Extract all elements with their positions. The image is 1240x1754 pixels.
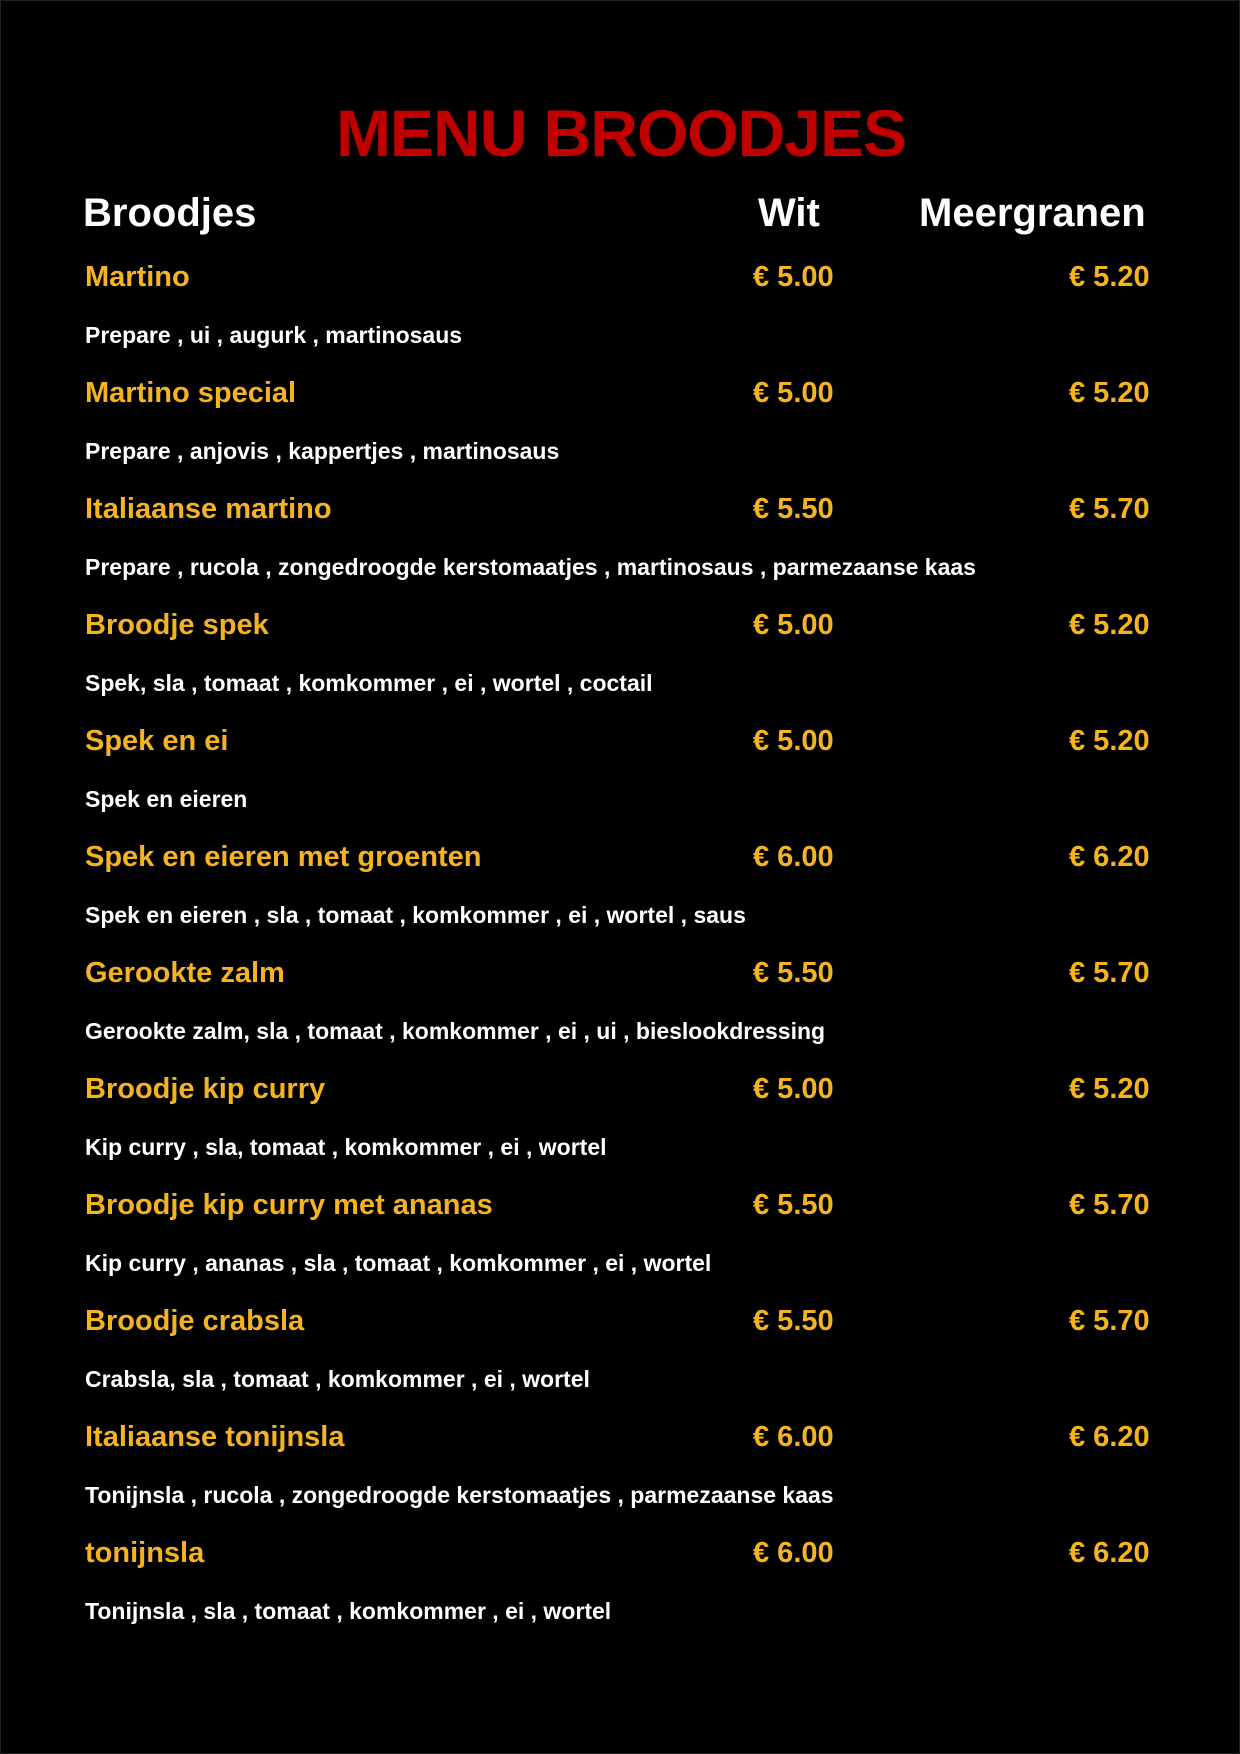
item-name-row (1, 1179, 1240, 1231)
price-meergranen: € 6.20 (1069, 1421, 1150, 1453)
price-meergranen: € 5.70 (1069, 957, 1150, 989)
price-wit: € 5.50 (753, 1305, 834, 1337)
item-name: Martino (85, 261, 190, 293)
item-name-row (1, 367, 1240, 419)
item-name: Broodje kip curry (85, 1073, 326, 1105)
price-wit: € 5.50 (753, 1189, 834, 1221)
header-meergranen: Meergranen (919, 191, 1146, 235)
price-meergranen: € 6.20 (1069, 1537, 1150, 1569)
item-description: Spek en eieren (85, 786, 248, 812)
menu-item (1, 831, 1240, 947)
item-name-row (1, 1527, 1240, 1579)
item-name-row (1, 1063, 1240, 1115)
menu-item (1, 483, 1240, 599)
menu-item (1, 1295, 1240, 1411)
price-wit: € 5.00 (753, 377, 834, 409)
menu-items (1, 251, 1240, 1643)
item-description: Crabsla, sla , tomaat , komkommer , ei , wortel (85, 1366, 590, 1392)
item-name: Broodje crabsla (85, 1305, 305, 1337)
item-name-row (1, 599, 1240, 651)
menu-item (1, 1179, 1240, 1295)
item-name-row (1, 715, 1240, 767)
price-wit: € 5.50 (753, 957, 834, 989)
item-name-row (1, 831, 1240, 883)
item-name-row (1, 1295, 1240, 1347)
price-meergranen: € 5.20 (1069, 1073, 1150, 1105)
item-name: Broodje kip curry met ananas (85, 1189, 493, 1221)
price-wit: € 5.00 (753, 1073, 834, 1105)
item-name-row (1, 483, 1240, 535)
price-wit: € 5.00 (753, 725, 834, 757)
item-description: Tonijnsla , sla , tomaat , komkommer , ei , wortel (85, 1598, 612, 1624)
item-description: Tonijnsla , rucola , zongedroogde kerstomaatjes , parmezaanse kaas (85, 1482, 834, 1508)
page-title: MENU BROODJES (335, 96, 907, 170)
price-wit: € 6.00 (753, 841, 834, 873)
item-name: Italiaanse martino (85, 493, 332, 525)
price-meergranen: € 5.20 (1069, 725, 1150, 757)
item-name: Broodje spek (85, 609, 269, 641)
price-meergranen: € 5.20 (1069, 261, 1150, 293)
price-wit: € 5.50 (753, 493, 834, 525)
item-name: Martino special (85, 377, 297, 409)
menu-item (1, 367, 1240, 483)
price-meergranen: € 5.70 (1069, 1305, 1150, 1337)
item-description: Spek, sla , tomaat , komkommer , ei , wortel , coctail (85, 670, 653, 696)
menu-item (1, 599, 1240, 715)
price-wit: € 6.00 (753, 1537, 834, 1569)
menu-item (1, 1063, 1240, 1179)
item-description: Prepare , ui , augurk , martinosaus (85, 322, 463, 348)
item-name: Gerookte zalm (85, 957, 285, 989)
price-meergranen: € 5.70 (1069, 493, 1150, 525)
item-description: Kip curry , ananas , sla , tomaat , komkommer , ei , wortel (85, 1250, 712, 1276)
price-meergranen: € 5.20 (1069, 609, 1150, 641)
price-wit: € 5.00 (753, 261, 834, 293)
column-header (1, 187, 1240, 239)
item-description: Kip curry , sla, tomaat , komkommer , ei , wortel (85, 1134, 607, 1160)
item-name-row (1, 1411, 1240, 1463)
price-wit: € 6.00 (753, 1421, 834, 1453)
item-name: tonijnsla (85, 1537, 205, 1569)
menu-item (1, 947, 1240, 1063)
item-description: Spek en eieren , sla , tomaat , komkommer , ei , wortel , saus (85, 902, 746, 928)
menu-item (1, 715, 1240, 831)
price-meergranen: € 5.20 (1069, 377, 1150, 409)
item-name: Spek en eieren met groenten (85, 841, 482, 873)
header-broodjes: Broodjes (83, 191, 257, 235)
item-description: Prepare , rucola , zongedroogde kerstomaatjes , martinosaus , parmezaanse kaas (85, 554, 976, 580)
price-meergranen: € 5.70 (1069, 1189, 1150, 1221)
menu-item (1, 251, 1240, 367)
item-description: Prepare , anjovis , kappertjes , martinosaus (85, 438, 560, 464)
menu-item (1, 1527, 1240, 1643)
header-wit: Wit (758, 191, 820, 235)
item-name-row (1, 251, 1240, 303)
menu-item (1, 1411, 1240, 1527)
item-description: Gerookte zalm, sla , tomaat , komkommer , ei , ui , bieslookdressing (85, 1018, 826, 1044)
price-meergranen: € 6.20 (1069, 841, 1150, 873)
item-name-row (1, 947, 1240, 999)
price-wit: € 5.00 (753, 609, 834, 641)
item-name: Italiaanse tonijnsla (85, 1421, 345, 1453)
item-name: Spek en ei (85, 725, 229, 757)
